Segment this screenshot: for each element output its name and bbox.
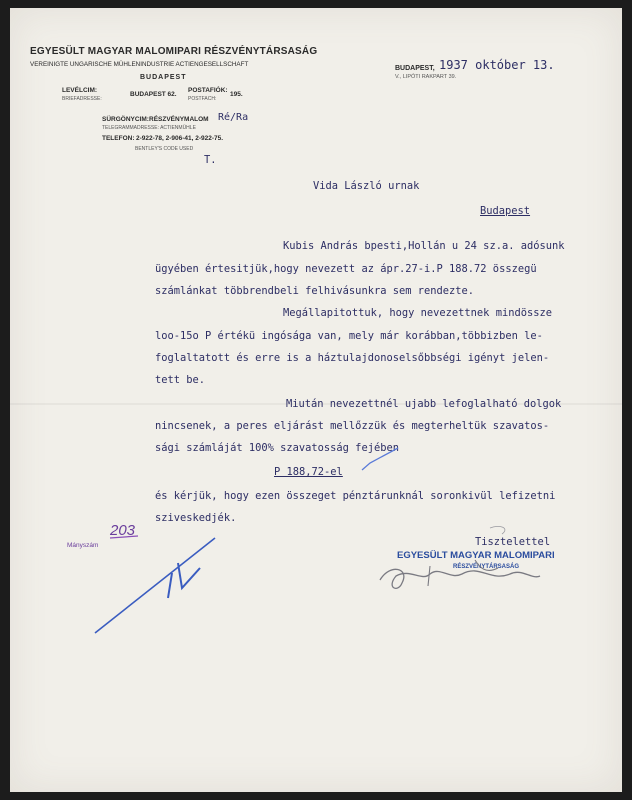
body-line: Kubis András bpesti,Hollán u 24 sz.a. adósunk (283, 240, 565, 252)
reference-mark: Ré/Ra (218, 112, 249, 123)
letter-marker: T. (204, 154, 217, 166)
letter-sheet (10, 8, 622, 792)
closing-greeting: Tisztelettel (475, 536, 551, 548)
company-name-german: VEREINIGTE UNGARISCHE MÜHLENINDUSTRIE ACTIENGESELLSCHAFT (30, 61, 249, 68)
registry-stamp-label: Mányszám (67, 542, 99, 549)
mail-label-german: BRIEFADRESSE: (62, 96, 102, 102)
body-line: és kérjük, hogy ezen összeget pénztárunknál soronkivül lefizetni (155, 490, 556, 502)
pobox-label-german: POSTFACH: (188, 96, 217, 102)
company-address: V., LIPÓTI RAKPART 39. (395, 74, 457, 80)
body-line: Megállapitottuk, hogy nevezettnek mindössze (283, 307, 552, 319)
body-line: ügyében értesitjük,hogy nevezett az ápr.27-i.P 188.72 összegü (155, 263, 537, 275)
mail-value: BUDAPEST 62. (130, 91, 177, 98)
amount-line: P 188,72-el (274, 466, 343, 478)
telegram-german: TELEGRAMMADRESSE: ACTIENMÜHLE (102, 125, 196, 131)
recipient-name: Vida László urnak (313, 180, 420, 192)
telegram-label: SÜRGÖNYCIM: (102, 116, 149, 123)
letter-date: 1937 október 13. (439, 58, 555, 72)
body-line: sziveskedjék. (155, 512, 237, 524)
handwritten-signatures (10, 8, 622, 792)
bentley-code: BENTLEY'S CODE USED (135, 146, 194, 152)
phone-value: 2-922-78, 2-906-41, 2-922-75. (136, 135, 224, 142)
body-line: tett be. (155, 374, 206, 386)
recipient-city: Budapest (480, 205, 531, 217)
body-line: Miután nevezettnél ujabb lefoglalható dolgok (286, 398, 562, 410)
body-line: loo-15o P értékü ingósága van, mely már korábban,többizben le- (155, 330, 543, 342)
company-stamp-line1: EGYESÜLT MAGYAR MALOMIPARI (397, 550, 555, 561)
body-line: sági számláját 100% szavatosság fejében (155, 442, 399, 454)
body-line: számlánkat többrendbeli felhivásunkra sem rendezte. (155, 285, 475, 297)
company-stamp-line2: RÉSZVÉNYTÁRSASÁG (453, 564, 520, 570)
letterhead-city: BUDAPEST (140, 74, 187, 81)
pobox-value: 195. (230, 91, 243, 98)
pobox-label: POSTAFIÓK: (188, 87, 228, 94)
telegram-value: RÉSZVÉNYMALOM (149, 116, 209, 123)
date-city-label: BUDAPEST, (395, 65, 435, 72)
body-line: foglaltatott és erre is a háztulajdonoselsőbbségi igényt jelen- (155, 352, 550, 364)
company-name: EGYESÜLT MAGYAR MALOMIPARI RÉSZVÉNYTÁRSASÁG (30, 46, 318, 57)
registry-stamp-number: 203 (110, 522, 136, 539)
mail-label: LEVÉLCIM: (62, 87, 98, 94)
body-line: nincsenek, a peres eljárást mellőzzük és megterheltük szavatos- (155, 420, 550, 432)
phone-label: TELEFON: (102, 135, 135, 142)
